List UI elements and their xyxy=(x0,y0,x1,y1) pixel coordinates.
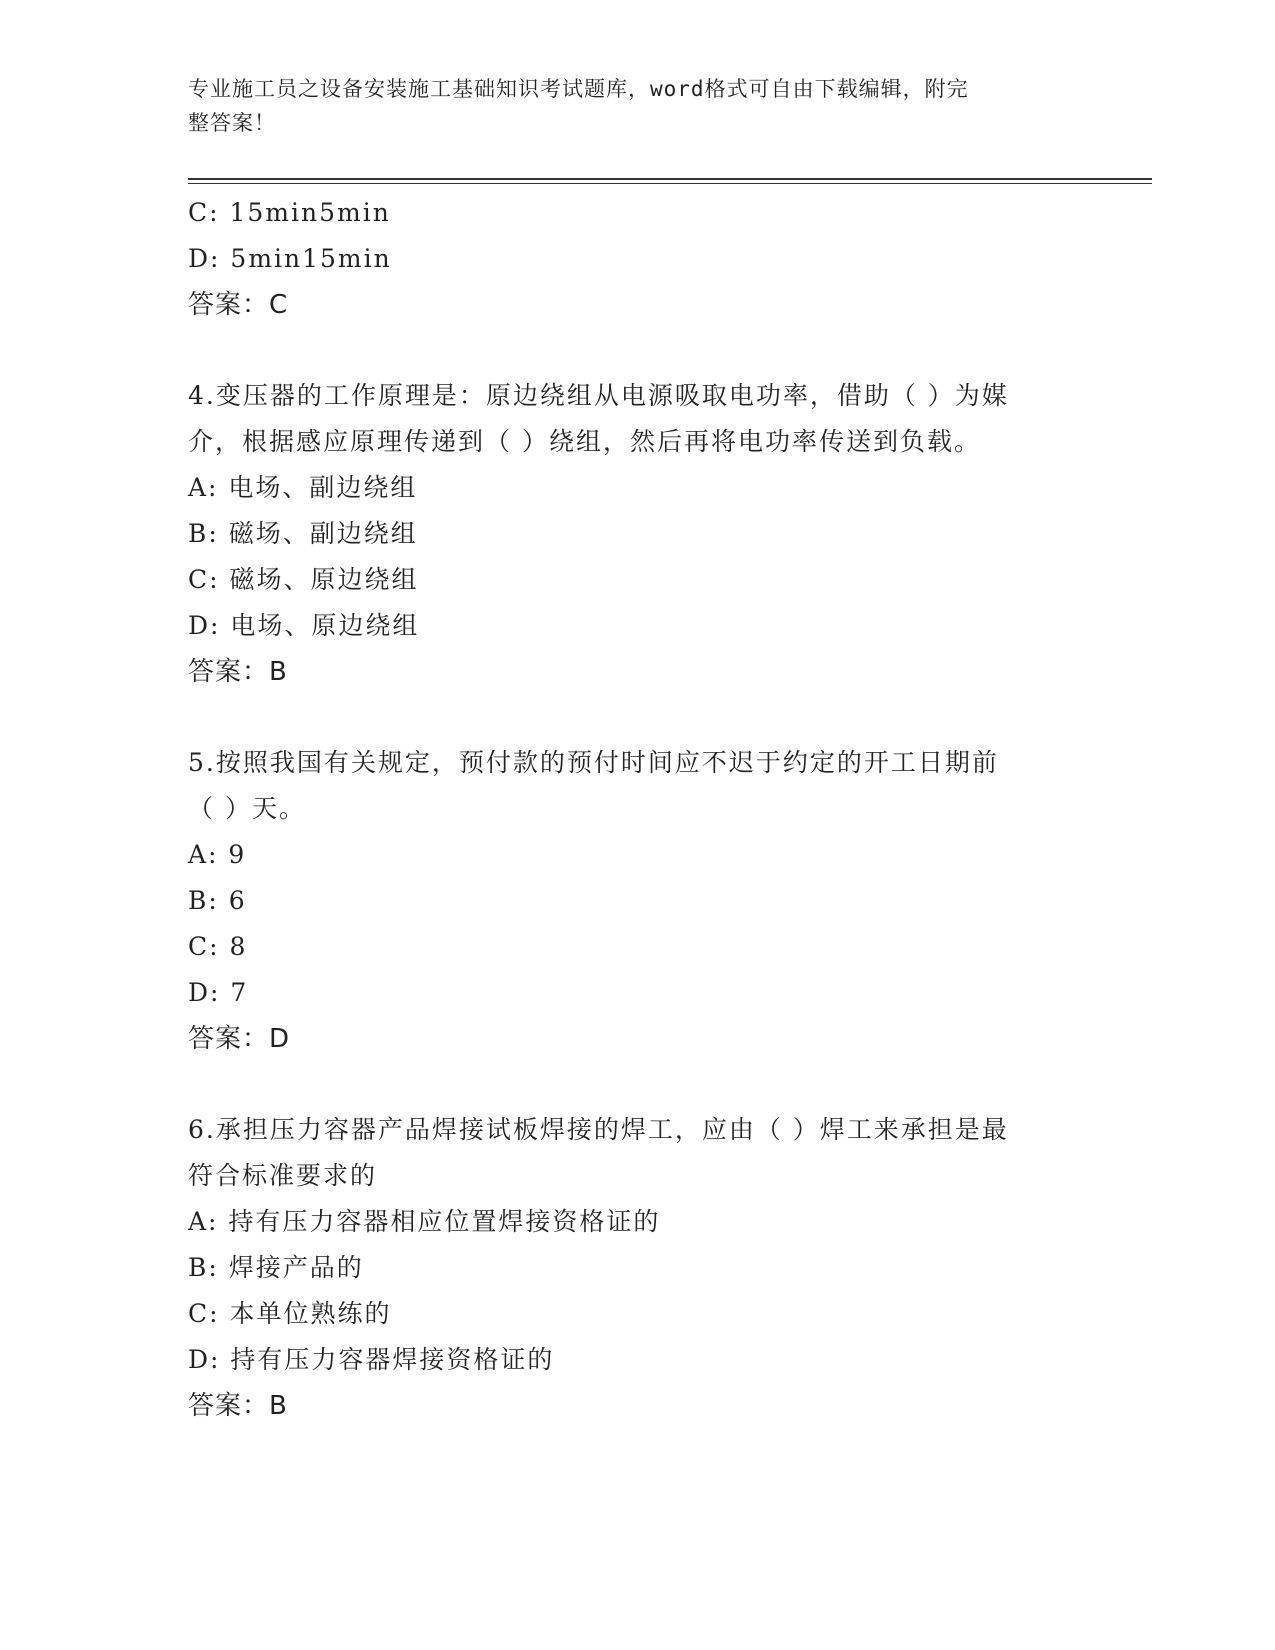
option-d: D: 7 xyxy=(188,978,249,1007)
option-a: A: 持有压力容器相应位置焊接资格证的 xyxy=(188,1207,661,1236)
header-line-1: 专业施工员之设备安装施工基础知识考试题库，word格式可自由下载编辑，附完 xyxy=(188,77,969,101)
question-4 xyxy=(188,373,1088,695)
answer-line: 答案：B xyxy=(188,1391,288,1421)
option-d: D: 5min15min xyxy=(188,244,392,273)
answer-line: 答案：D xyxy=(188,1024,291,1054)
question-stem-line-1: 6.承担压力容器产品焊接试板焊接的焊工，应由（ ）焊工来承担是最 xyxy=(188,1115,1009,1144)
option-c: C: 磁场、原边绕组 xyxy=(188,565,419,594)
question-stem-line-2: 介，根据感应原理传递到（ ）绕组，然后再将电功率传送到负载。 xyxy=(188,427,981,456)
option-a: A: 电场、副边绕组 xyxy=(188,473,418,502)
option-b: B: 6 xyxy=(188,886,247,915)
question-6 xyxy=(188,1107,1088,1429)
question-stem-line-2: 符合标准要求的 xyxy=(188,1161,378,1190)
option-b: B: 焊接产品的 xyxy=(188,1253,364,1282)
question-stem-line-1: 4.变压器的工作原理是：原边绕组从电源吸取电功率，借助（ ）为媒 xyxy=(188,381,1009,410)
option-c: C: 15min5min xyxy=(188,198,391,227)
spacer xyxy=(188,328,1088,373)
option-d: D: 电场、原边绕组 xyxy=(188,611,420,640)
header-divider-thin xyxy=(188,183,1152,184)
spacer xyxy=(188,1062,1088,1107)
option-c: C: 8 xyxy=(188,932,248,961)
option-d: D: 持有压力容器焊接资格证的 xyxy=(188,1345,555,1374)
question-list xyxy=(188,190,1088,1429)
question-3-partial xyxy=(188,190,1088,328)
option-a: A: 9 xyxy=(188,840,247,869)
answer-line: 答案：B xyxy=(188,657,288,687)
spacer xyxy=(188,695,1088,740)
question-stem-line-2: （ ）天。 xyxy=(188,794,306,823)
header-line-2: 整答案！ xyxy=(188,111,276,135)
page-header xyxy=(188,72,1068,140)
option-b: B: 磁场、副边绕组 xyxy=(188,519,418,548)
option-c: C: 本单位熟练的 xyxy=(188,1299,392,1328)
question-5 xyxy=(188,740,1088,1062)
question-stem-line-1: 5.按照我国有关规定，预付款的预付时间应不迟于约定的开工日期前 xyxy=(188,748,999,777)
header-divider-thick xyxy=(188,178,1152,180)
answer-line: 答案：C xyxy=(188,290,289,320)
